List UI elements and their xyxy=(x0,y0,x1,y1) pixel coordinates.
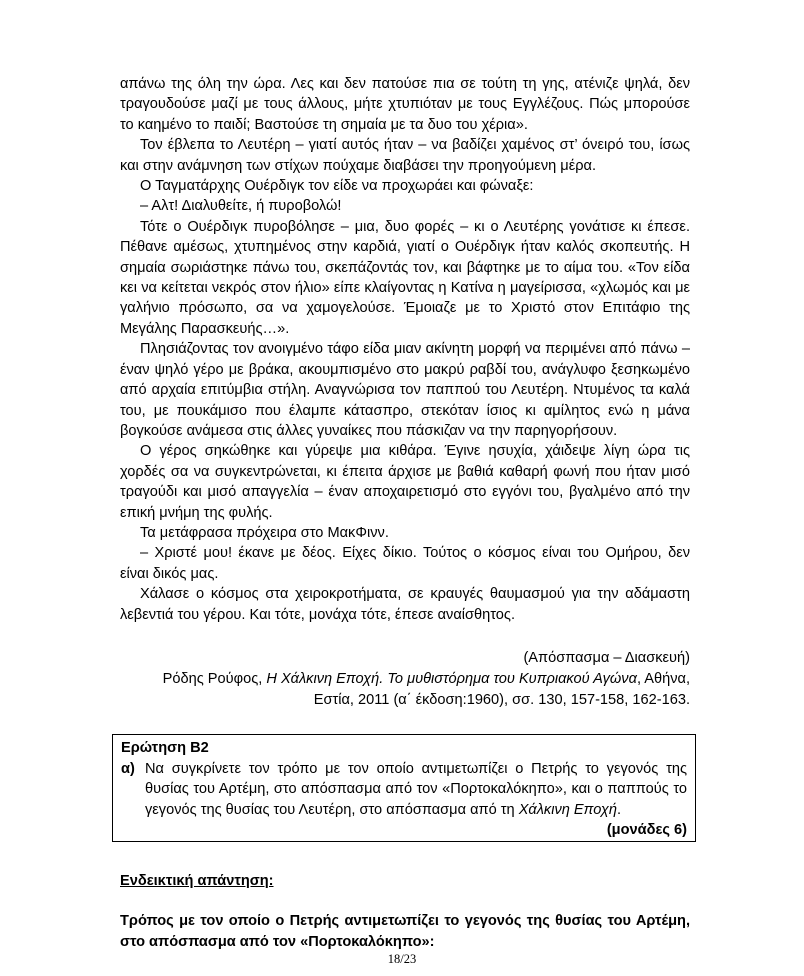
paragraph: Πλησιάζοντας τον ανοιγμένο τάφο είδα μιαν ακίνητη μορφή να περιμένει από πάνω – έναν ψηλό γέρο με βράκα, ακουμπισμένο στο μακρύ ραβδί του, ανάγλυφο ξεσηκωμένο από αρχαία επιτύμβια στήλη. Αναγνώρισα τον παππού του Λευτέρη. Ντυμένος τα καλά του, με πουκάμισο που έλαμπε κάτασπρο, στεκόταν ίσιος κι αμίλητος ενώ η μάνα βογκούσε ανάμεσα στις άλλες γυναίκες που πάσκιζαν να την παρηγορήσουν. xyxy=(120,341,690,439)
passage-text xyxy=(120,74,690,625)
paragraph: Τότε ο Ουέρδιγκ πυροβόλησε – μια, δυο φορές – κι ο Λευτέρης γονάτισε κι έπεσε. Πέθανε αμέσως, χτυπημένος στην καρδιά, γιατί ο Ουέρδιγκ ήταν καλός σκοπευτής. Η σημαία σωριάστηκε πάνω του, σκεπάζοντάς τον, και βάφτηκε με το αίμα του. «Τον είδα κει να κείτεται νεκρός στον ήλιο» είπε κλαίγοντας η Κατίνα η μαγείρισσα, «χλωμός και με γαλήνιο πρόσωπο, σα να χαμογελούσε. Έμοιαζε με το Χριστό στον Επιτάφιο της Μεγάλης Παρασκευής…». xyxy=(120,218,690,337)
question-item xyxy=(121,759,687,821)
answer-subheading: Τρόπος με τον οποίο ο Πετρής αντιμετωπίζει το γεγονός της θυσίας του Αρτέμη, στο απόσπασμα από τον «Πορτοκαλόκηπο»: xyxy=(120,913,690,950)
citation-author: Ρόδης Ρούφος, xyxy=(162,671,267,687)
paragraph: Ο γέρος σηκώθηκε και γύρεψε μια κιθάρα. Έγινε ησυχία, χάιδεψε λίγη ώρα τις χορδές σα να συγκεντρώνεται, κι έπειτα άρχισε με βαθιά καθαρή φωνή που ήταν μισό τραγούδι και μισό απαγγελία – έναν αποχαιρετισμό στο εγγόνι του, βγαλμένο από την επική μνήμη της φυλής. xyxy=(120,443,690,521)
citation-details: , Αθήνα, xyxy=(636,671,690,687)
citation-publisher: Εστία, 2011 (α΄ έκδοση:1960), σσ. 130, 157-158, 162-163. xyxy=(313,692,690,708)
paragraph: – Χριστέ μου! έκανε με δέος. Είχες δίκιο. Τούτος ο κόσμος είναι του Ομήρου, δεν είναι δικός μας. xyxy=(120,545,690,582)
question-title: Ερώτηση Β2 xyxy=(121,740,209,756)
paragraph: Τον έβλεπα το Λευτέρη – γιατί αυτός ήταν – να βαδίζει χαμένος στ’ όνειρό του, ίσως και στην ανάμνηση των στίχων πούχαμε διαβάσει την προηγούμενη μέρα. xyxy=(120,137,690,174)
question-box xyxy=(112,734,696,842)
question-text-end: . xyxy=(617,801,622,818)
citation-line xyxy=(120,669,690,690)
excerpt-note: (Απόσπασμα – Διασκευή) xyxy=(523,650,690,666)
question-text-italic: Χάλκινη Εποχή xyxy=(518,801,617,818)
question-text: Να συγκρίνετε τον τρόπο με τον οποίο αντιμετωπίζει ο Πετρής το γεγονός της θυσίας του Αρτέμη, στο απόσπασμα από τον «Πορτοκαλόκηπο», και ο παππούς το γεγονός της θυσίας του Λευτέρη, στο απόσπασμα από τη xyxy=(145,760,687,818)
paragraph: – Αλτ! Διαλυθείτε, ή πυροβολώ! xyxy=(140,198,342,215)
paragraph: Ο Ταγματάρχης Ουέρδιγκ τον είδε να προχωράει και φώναξε: xyxy=(140,178,534,195)
paragraph: απάνω της όλη την ώρα. Λες και δεν πατούσε πια σε τούτη τη γης, ατένιζε ψηλά, δεν τραγουδούσε μαζί με τους άλλους, μήτε χτυπιόταν με τους Εγγλέζους. Πώς μπορούσε το καημένο το παιδί; Βαστούσε τη σημαία με τα δυο του χέρια». xyxy=(120,76,690,133)
page-number: 18/23 xyxy=(387,952,417,966)
answer-heading: Ενδεικτική απάντηση: xyxy=(120,873,274,889)
paragraph: Τα μετάφρασα πρόχειρα στο ΜακΦινν. xyxy=(140,524,389,541)
paragraph: Χάλασε ο κόσμος στα χειροκροτήματα, σε κραυγές θαυμασμού για την αδάμαστη λεβεντιά του γέρου. Και τότε, μονάχα τότε, έπεσε αναίσθητος. xyxy=(120,586,690,623)
citation-title: Η Χάλκινη Εποχή. Το μυθιστόρημα του Κυπριακού Αγώνα xyxy=(266,671,637,687)
question-label: α) xyxy=(121,760,135,777)
question-marks: (μονάδες 6) xyxy=(606,822,687,839)
source-citation xyxy=(120,648,690,711)
